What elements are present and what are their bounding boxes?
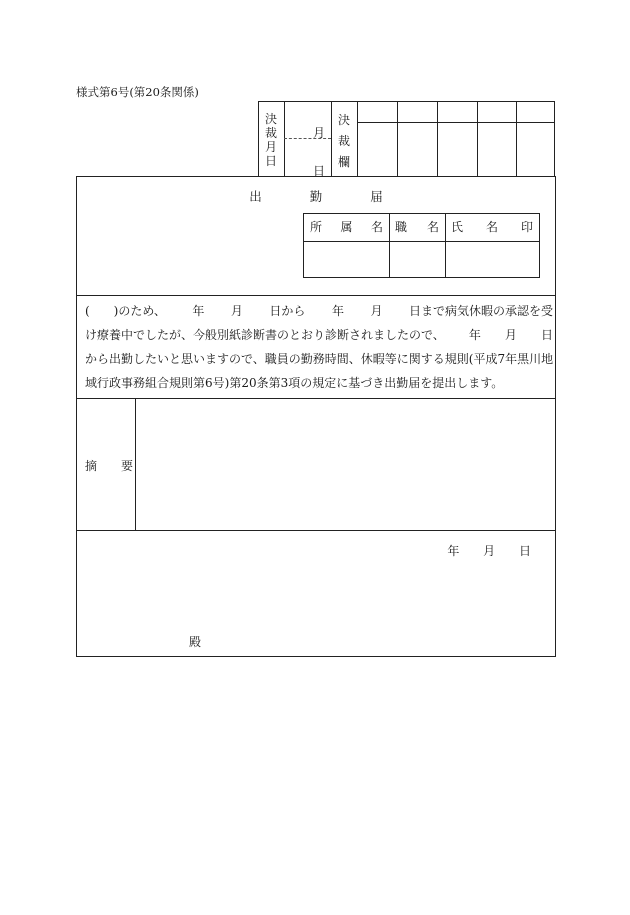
declaration-line: け療養中でしたが、今般別紙診断書のとおり診断されましたので、 年 月 日	[85, 328, 553, 342]
name-seal-field[interactable]	[446, 242, 539, 277]
declaration-line: ( )のため、 年 月 日から 年 月 日まで病気休暇の承認を受	[85, 304, 553, 318]
summary-field[interactable]	[137, 399, 555, 529]
form-reference: 様式第6号(第20条関係)	[76, 85, 199, 99]
affiliation-field[interactable]	[304, 242, 389, 277]
declaration-text	[85, 299, 553, 395]
declaration-line: から出勤したいと思いますので、職員の勤務時間、休暇等に関する規則(平成7年黒川地	[85, 352, 554, 366]
submission-date: 年 月 日	[447, 544, 531, 558]
addressee-suffix: 殿	[189, 635, 202, 649]
summary-label: 摘要	[85, 459, 158, 473]
approval-stamp-cell[interactable]	[438, 123, 477, 177]
form-title: 出勤届	[249, 189, 431, 204]
declaration-line: 域行政事務組合規則第6号)第20条第3項の規定に基づき出勤届を提出します。	[85, 376, 504, 390]
grid-header-affiliation: 所 属 名	[310, 220, 383, 234]
approval-block	[258, 101, 555, 176]
approval-stamp-cell[interactable]	[398, 123, 437, 177]
applicant-grid	[303, 213, 540, 278]
approval-stamp-cell[interactable]	[478, 123, 516, 177]
approval-stamp-cell[interactable]	[358, 123, 397, 177]
approval-column-label: 決 裁 欄	[337, 113, 350, 169]
approval-month-label: 月	[313, 126, 326, 140]
position-field[interactable]	[390, 242, 445, 277]
grid-header-position: 職 名	[395, 220, 439, 234]
approval-stamp-cell[interactable]	[517, 123, 555, 177]
approval-date-label: 決 裁 月 日	[264, 112, 277, 168]
grid-header-name-seal: 氏 名 印	[451, 220, 533, 234]
approval-day-label: 日	[313, 164, 326, 178]
attendance-form	[76, 176, 556, 657]
